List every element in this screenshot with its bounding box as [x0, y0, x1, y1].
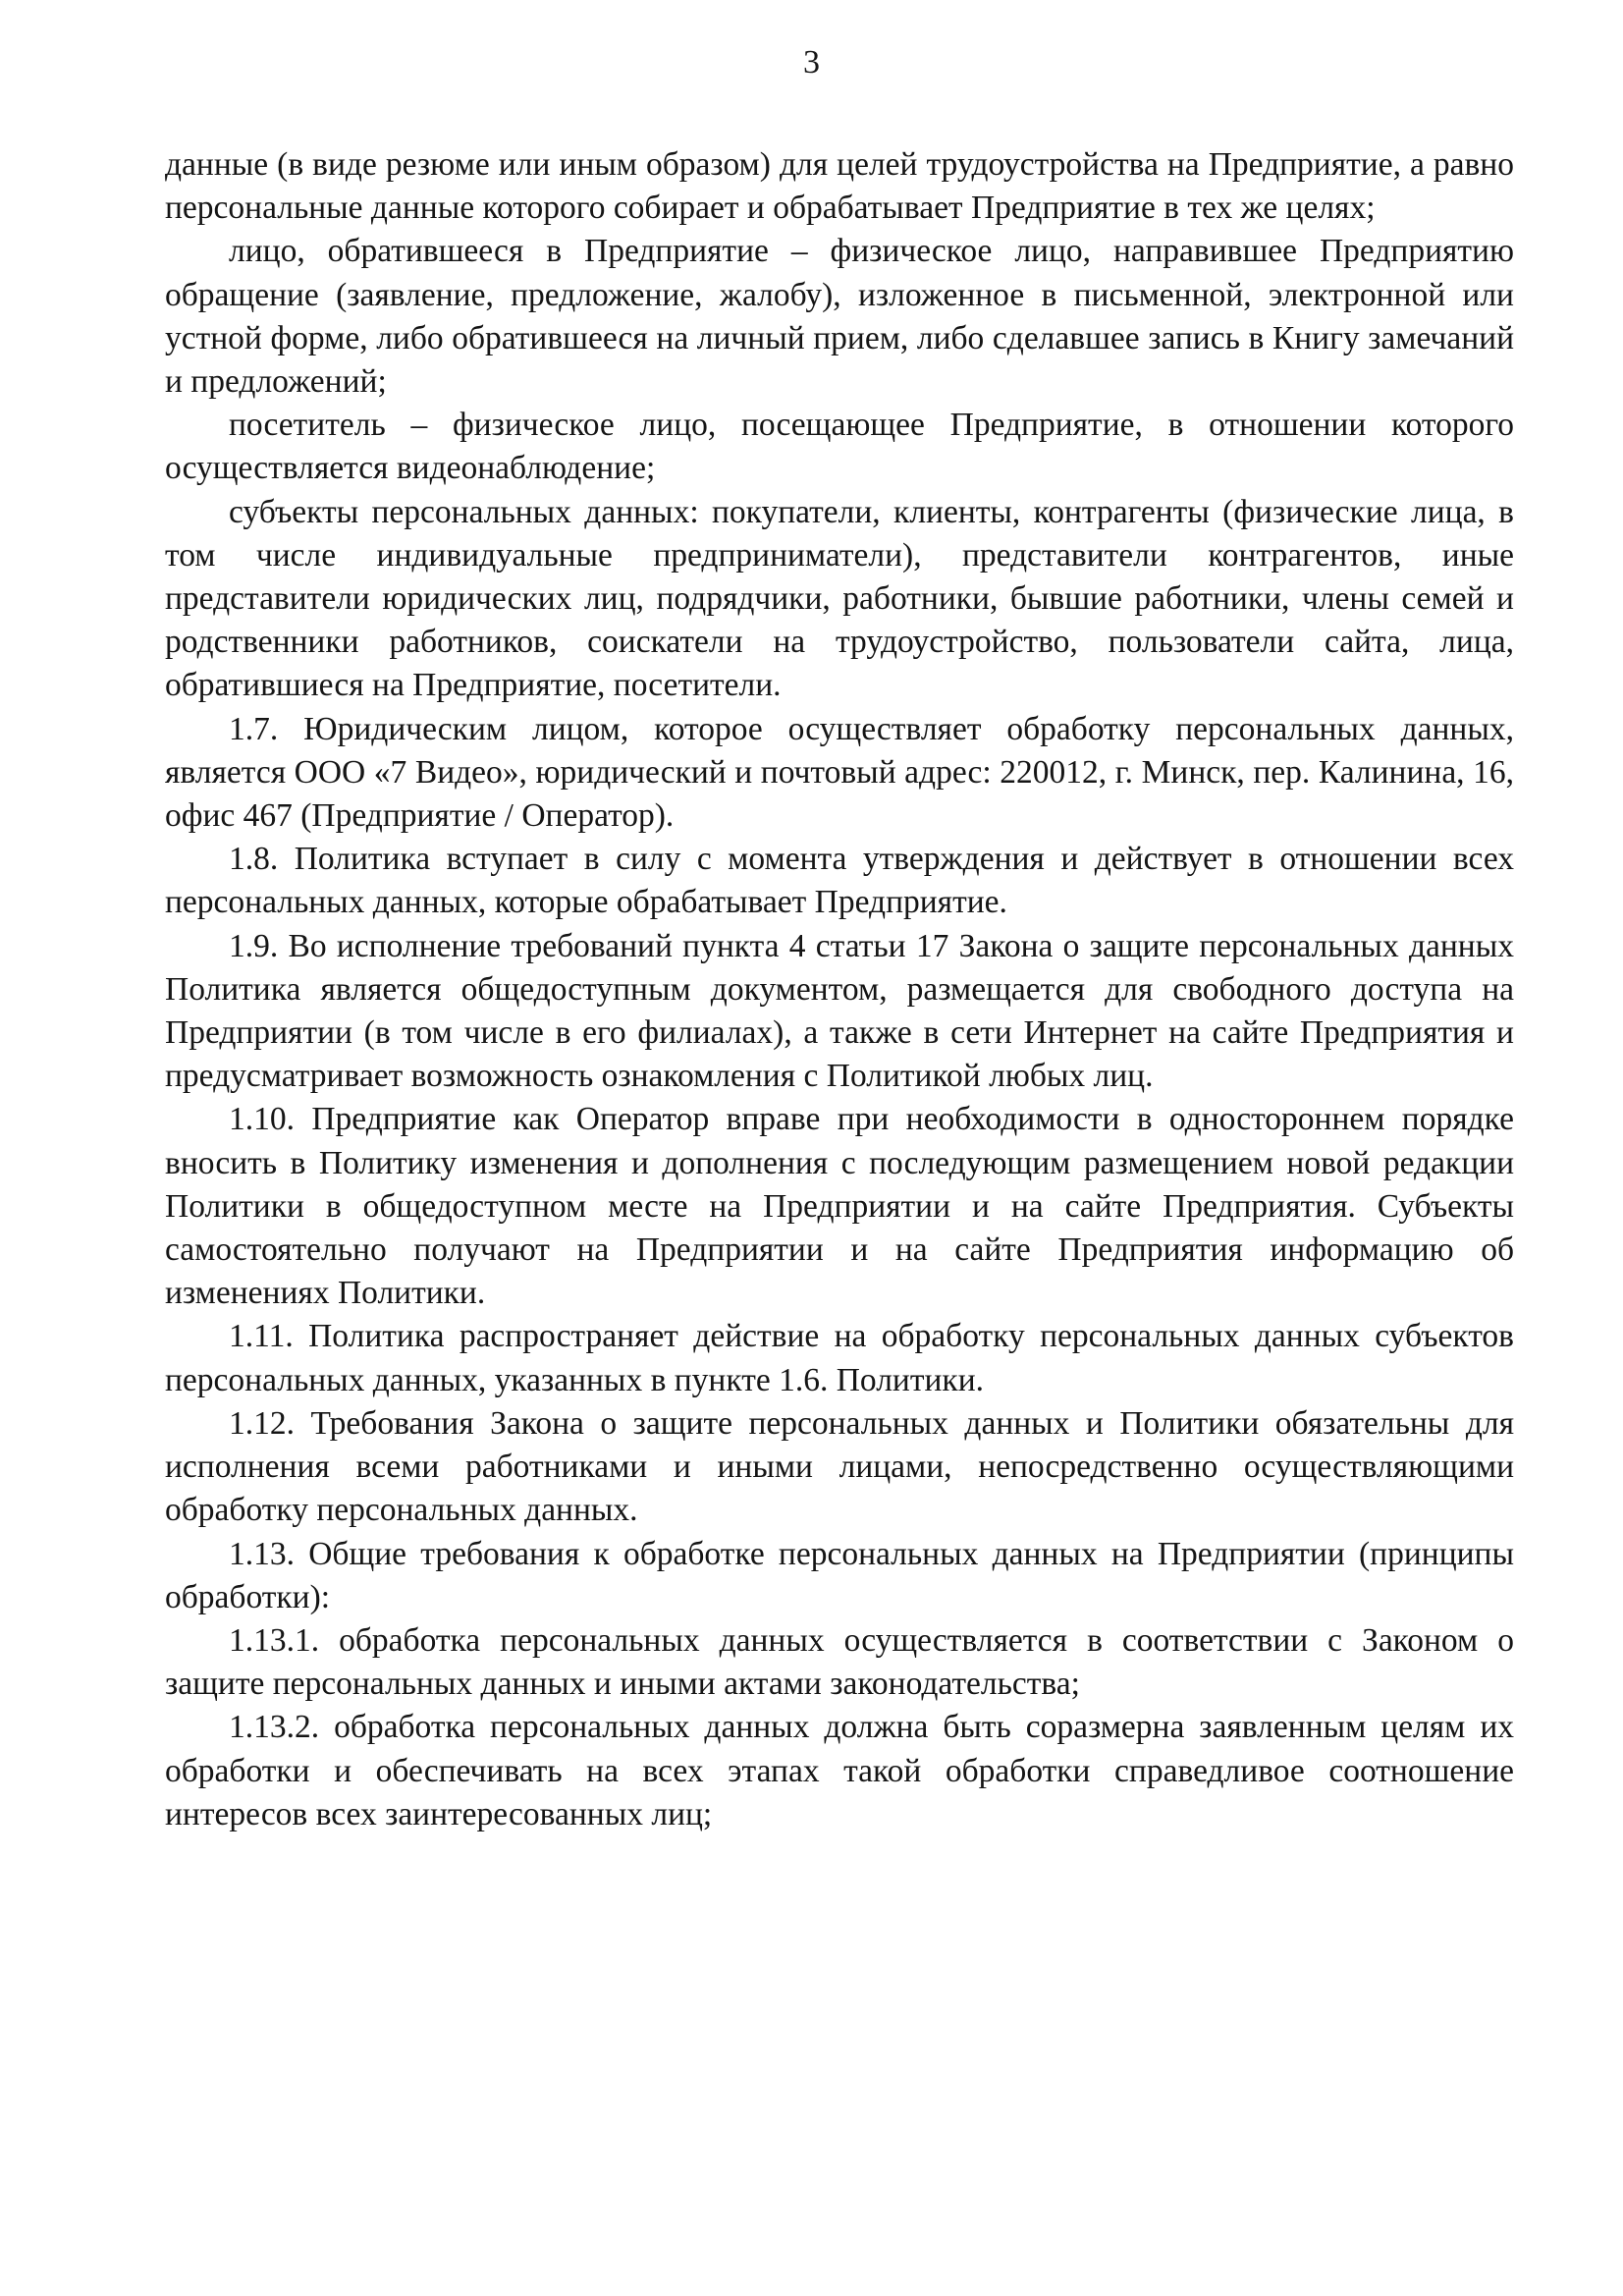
document-body	[165, 143, 1514, 1836]
paragraph: 1.12. Требования Закона о защите персональных данных и Политики обязательны для исполнения всеми работниками и иными лицами, непосредственно осуществляющими обработку персональных данных.	[165, 1404, 1514, 1529]
paragraph: 1.8. Политика вступает в силу с момента утверждения и действует в отношении всех персональных данных, которые обрабатывает Предприятие.	[165, 841, 1514, 921]
paragraph: 1.10. Предприятие как Оператор вправе при необходимости в одностороннем порядке вносить в Политику изменения и дополнения с последующим размещением новой редакции Политики в общедоступном месте на Предприятии и на сайте Предприятия. Субъекты самостоятельно получают на Предприятии и на сайте Предприятия информацию об изменениях Политики.	[165, 1101, 1514, 1312]
paragraph: лицо, обратившееся в Предприятие – физическое лицо, направившее Предприятию обращение (заявление, предложение, жалобу), изложенное в письменной, электронной или устной форме, либо обратившееся на личный прием, либо сделавшее запись в Книгу замечаний и предложений;	[165, 233, 1514, 401]
paragraph: посетитель – физическое лицо, посещающее Предприятие, в отношении которого осуществляется видеонаблюдение;	[165, 407, 1514, 487]
paragraph: 1.11. Политика распространяет действие на обработку персональных данных субъектов персональных данных, указанных в пункте 1.6. Политики.	[165, 1318, 1514, 1398]
paragraph: 1.13.2. обработка персональных данных должна быть соразмерна заявленным целям их обработки и обеспечивать на всех этапах такой обработки справедливое соотношение интересов всех заинтересованных лиц;	[165, 1709, 1514, 1832]
paragraph: 1.9. Во исполнение требований пункта 4 статьи 17 Закона о защите персональных данных Политика является общедоступным документом, размещается для свободного доступа на Предприятии (в том числе в его филиалах), а также в сети Интернет на сайте Предприятия и предусматривает возможность ознакомления с Политикой любых лиц.	[165, 927, 1514, 1095]
paragraph: данные (в виде резюме или иным образом) для целей трудоустройства на Предприятие, а равно персональные данные которого собирает и обрабатывает Предприятие в тех же целях;	[165, 146, 1514, 227]
paragraph: 1.13.1. обработка персональных данных осуществляется в соответствии с Законом о защите персональных данных и иными актами законодательства;	[165, 1621, 1514, 1703]
paragraph: 1.7. Юридическим лицом, которое осуществляет обработку персональных данных, является ООО «7 Видео», юридический и почтовый адрес: 220012, г. Минск, пер. Калинина, 16, офис 467 (Предприятие / Оператор).	[165, 710, 1514, 835]
paragraph: субъекты персональных данных: покупатели, клиенты, контрагенты (физические лица, в том числе индивидуальные предприниматели), представители контрагентов, иные представители юридических лиц, подрядчики, работники, бывшие работники, члены семей и родственники работников, соискатели на трудоустройство, пользователи сайта, лица, обратившиеся на Предприятие, посетители.	[165, 493, 1514, 704]
page-number: 3	[803, 44, 820, 81]
paragraph: 1.13. Общие требования к обработке персональных данных на Предприятии (принципы обработки):	[165, 1535, 1514, 1615]
